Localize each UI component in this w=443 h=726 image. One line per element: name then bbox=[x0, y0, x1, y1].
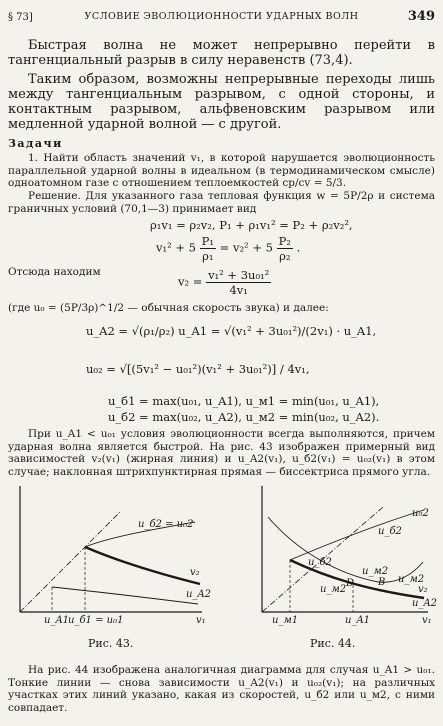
eq2-left: v₁² + 5 bbox=[156, 240, 196, 255]
fig44-label-u02: u₀2 bbox=[412, 508, 429, 519]
equation-1: ρ₁v₁ = ρ₂v₂, P₁ + ρ₁v₁² = P₂ + ρ₂v₂², bbox=[150, 218, 353, 232]
running-header bbox=[8, 10, 435, 26]
fig44-label-ub2-b: u_б2 bbox=[308, 557, 332, 568]
fig44-uA2-curve bbox=[290, 510, 424, 560]
equation-2: v₁² + 5 $\frac{\text{P₁}}{\text{ρ₁}}$ = v₂² + 5 $\frac{\text{P₂}}{\text{ρ₂}}$ . bbox=[156, 234, 301, 263]
fig43-label-uA2: u_A2 bbox=[186, 589, 212, 600]
paragraph-2: Таким образом, возможны непрерывные переходы лишь между тангенциальным разрывом, с одной стороны, и контактным разрывом, альфвеновским разрывом или медленной ударной волной — с другой. bbox=[8, 72, 435, 132]
fig44-label-um2-c: u_м2 bbox=[362, 566, 389, 577]
page-number: 349 bbox=[407, 9, 435, 24]
task-1-text: 1. Найти область значений v₁, в которой нарушается эволюционность параллельной ударной волны в идеальном (в термодинамическом смысле) одноатомном газе с отношением теплоемкостей cp/cv = 5/3. bbox=[8, 152, 435, 189]
paragraph-1: Быстрая волна не может непрерывно перейти в тангенциальный разрыв в силу неравенств (73,4). bbox=[8, 38, 435, 68]
where-line: (где u₀ = (5P/3ρ)^1/2 — обычная скорость звука) и далее: bbox=[8, 302, 329, 314]
equation-6: u_б1 = max(u₀₁, u_A1), u_м1 = min(u₀₁, u_A1), bbox=[108, 394, 380, 408]
fig43-caption: Рис. 43. bbox=[88, 637, 134, 650]
fig44-label-um2: u_м2 bbox=[320, 584, 347, 595]
equation-5: u₀₂ = √[(5v₁² − u₀₁²)(v₁² + 3u₀₁²)] / 4v₁, bbox=[86, 362, 310, 376]
eq2-mid: = v₂² + 5 bbox=[219, 240, 273, 255]
fig43-label-v1: v₁ bbox=[196, 615, 206, 626]
fig44-label-D: D bbox=[346, 578, 355, 589]
fig44-label-um1: u_м1 bbox=[272, 615, 299, 626]
fig43-bisector bbox=[20, 512, 120, 612]
paragraph-4: На рис. 44 изображена аналогичная диаграмма для случая u_A1 > u₀₁. Тонкие линии — снова зависимости u_A2(v₁) и u₀₂(v₁); на различных участках этих линий указано, какая из скоростей, u_б2 или u_м2, с ними совпадает. bbox=[8, 664, 435, 714]
fig44-label-v2: v₂ bbox=[418, 584, 428, 595]
fig44-label-B: В bbox=[378, 577, 386, 588]
running-title: УСЛОВИЕ ЭВОЛЮЦИОННОСТИ УДАРНЫХ ВОЛН bbox=[84, 11, 359, 22]
fig43-v2-curve bbox=[85, 547, 200, 584]
fig44-label-v1: v₁ bbox=[422, 615, 432, 626]
fig43-label-uA1: u_A1 bbox=[44, 615, 70, 626]
solution-intro: Решение. Для указанного газа тепловая функция w = 5P/2ρ и система граничных условий (70,1—3) принимает вид bbox=[8, 190, 435, 215]
fig44-label-um2-b: u_м2 bbox=[398, 574, 425, 585]
fig43-uA2-curve bbox=[52, 587, 198, 604]
fig43-label-v2: v₂ bbox=[190, 567, 200, 578]
section-ref: § 73] bbox=[8, 12, 33, 23]
figure-43 bbox=[10, 482, 215, 657]
eq2-frac-1: $\frac{\text{P₁}}{\text{ρ₁}}$ bbox=[201, 234, 214, 263]
fig44-label-ub2: u_б2 bbox=[378, 526, 402, 537]
fig44-label-uA2: u_A2 bbox=[412, 598, 438, 609]
figure-44 bbox=[228, 482, 438, 657]
fig43-label-ub1: u_б1 = u₀1 bbox=[68, 615, 124, 626]
fig44-label-uA1: u_A1 bbox=[345, 615, 371, 626]
equation-7: u_б2 = max(u₀₂, u_A2), u_м2 = min(u₀₂, u_A2). bbox=[108, 410, 380, 424]
eq2-frac-2: $\frac{\text{P₂}}{\text{ρ₂}}$ bbox=[278, 234, 291, 263]
equation-3: v₂ = $\frac{\text{v₁² + 3u₀₁²}}{\text{4v₁}}$ bbox=[178, 268, 270, 297]
fig43-label-ub2: u_б2 = u₀2 bbox=[138, 519, 194, 530]
paragraph-3: При u_A1 < u₀₁ условия эволюционности всегда выполняются, причем ударная волна является быстрой. На рис. 43 изображен примерный вид зависимостей v₂(v₁) (жирная линия) и u_A2(v₁), u_б2(v₁) = u₀₂(v₁) в этом случае; наклонная штрихпунктирная прямая — биссектриса прямого угла. bbox=[8, 428, 435, 478]
hence-text: Отсюда находим bbox=[8, 266, 101, 278]
tasks-heading: Задачи bbox=[8, 137, 63, 150]
equation-4: u_A2 = √(ρ₁/ρ₂) u_A1 = √(v₁² + 3u₀₁²)/(2v₁) · u_A1, bbox=[86, 324, 377, 338]
fig44-caption: Рис. 44. bbox=[310, 637, 356, 650]
